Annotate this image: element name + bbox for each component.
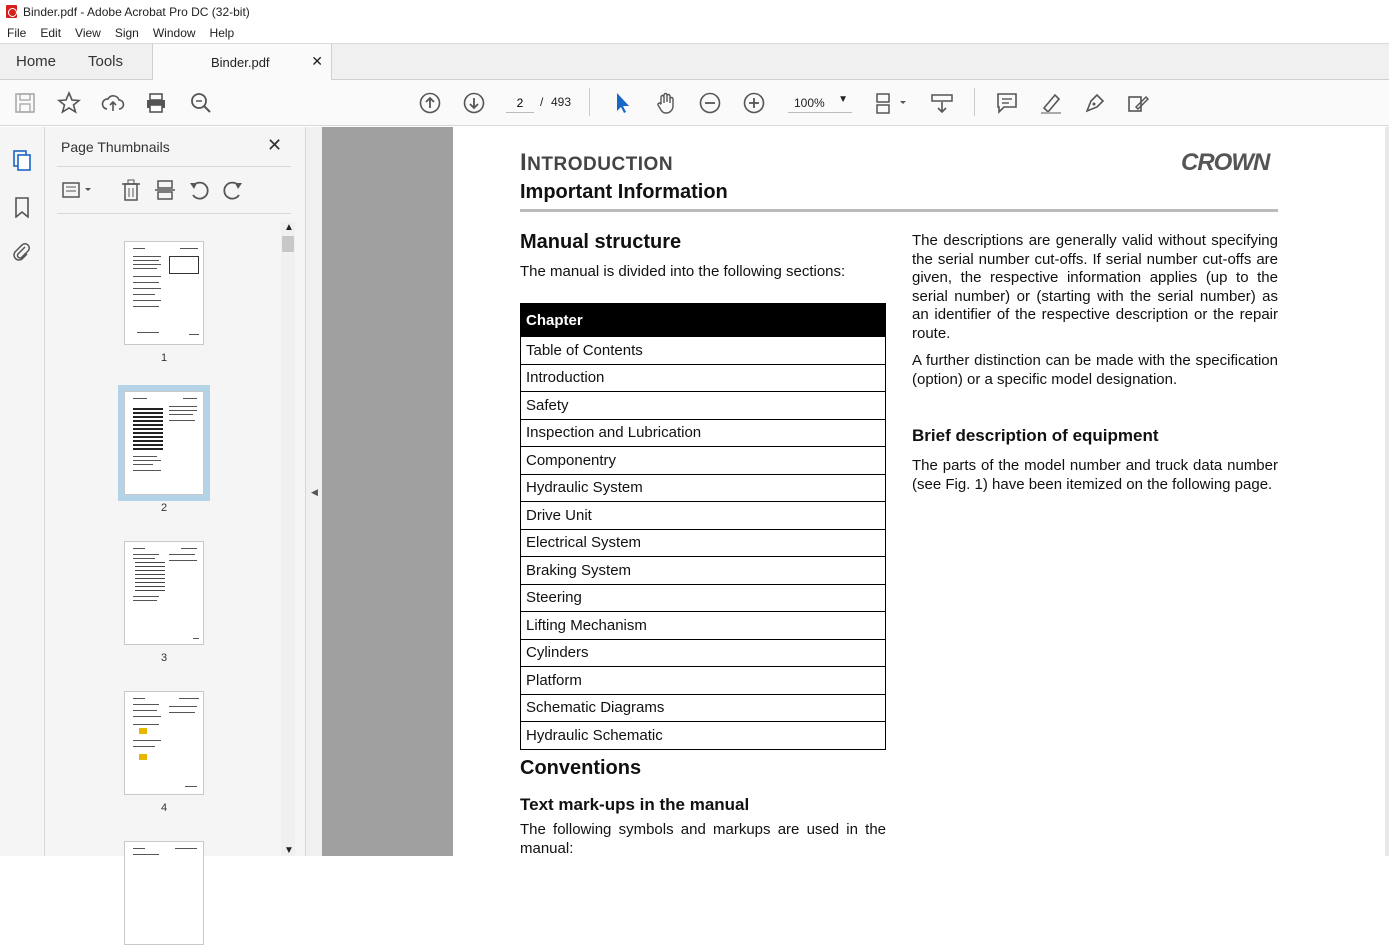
print-icon[interactable] bbox=[144, 91, 168, 115]
total-pages: 493 bbox=[551, 95, 572, 109]
close-panel-icon[interactable]: ✕ bbox=[267, 135, 283, 155]
brief-description-text: The parts of the model number and truck data number (see Fig. 1) have been itemized on the following page. bbox=[912, 457, 1278, 493]
conventions-heading: Conventions bbox=[520, 757, 642, 779]
page-thumbnail[interactable] bbox=[124, 541, 204, 645]
table-row: Cylinders bbox=[521, 639, 886, 667]
close-tab-icon[interactable]: ✕ bbox=[311, 53, 323, 69]
table-row: Drive Unit bbox=[521, 502, 886, 530]
specification-paragraph: A further distinction can be made with the specification (option) or a specific model designation. bbox=[912, 352, 1278, 388]
title-bar bbox=[0, 0, 1389, 23]
highlight-pen-icon[interactable] bbox=[1039, 91, 1063, 115]
collapse-panel-icon[interactable]: ◀ bbox=[311, 487, 318, 497]
thumbnail-options-icon[interactable] bbox=[61, 179, 95, 201]
comment-icon[interactable] bbox=[995, 91, 1019, 115]
next-page-icon[interactable] bbox=[462, 91, 486, 115]
attachments-icon[interactable] bbox=[11, 241, 33, 263]
zoom-out-icon[interactable] bbox=[698, 91, 722, 115]
table-row: Componentry bbox=[521, 447, 886, 475]
tab-home[interactable]: Home bbox=[16, 53, 57, 70]
table-row: Lifting Mechanism bbox=[521, 612, 886, 640]
table-row: Braking System bbox=[521, 557, 886, 585]
table-row: Steering bbox=[521, 584, 886, 612]
window-title: Binder.pdf - Adobe Acrobat Pro DC (32-bit) bbox=[23, 4, 250, 19]
table-row: Hydraulic Schematic bbox=[521, 722, 886, 750]
thumbnail-page-number: 3 bbox=[160, 652, 168, 664]
zoom-search-icon[interactable] bbox=[189, 91, 213, 115]
thumbnail-page-number: 1 bbox=[160, 352, 168, 364]
markups-text: The following symbols and markups are used in the manual: bbox=[520, 821, 886, 856]
toolbar-divider bbox=[589, 88, 590, 116]
bookmarks-icon[interactable] bbox=[11, 196, 33, 218]
section-subheading: Important Information bbox=[520, 181, 728, 203]
zoom-level-value: 100% bbox=[794, 96, 825, 110]
divider bbox=[57, 213, 291, 214]
table-row: Electrical System bbox=[521, 529, 886, 557]
chevron-down-icon: ▼ bbox=[838, 94, 848, 105]
manual-structure-text: The manual is divided into the following sections: bbox=[520, 263, 846, 280]
menu-edit[interactable]: Edit bbox=[40, 26, 62, 40]
table-row: Schematic Diagrams bbox=[521, 694, 886, 722]
menu-sign[interactable]: Sign bbox=[114, 26, 139, 40]
zoom-in-icon[interactable] bbox=[742, 91, 766, 115]
table-row: Hydraulic System bbox=[521, 474, 886, 502]
main-toolbar bbox=[0, 80, 1389, 126]
bookmark-star-icon[interactable] bbox=[57, 91, 81, 115]
page-thumbnails-icon[interactable] bbox=[11, 149, 33, 171]
document-viewer[interactable] bbox=[322, 127, 1389, 856]
page-thumbnail[interactable] bbox=[124, 841, 204, 945]
thumbnail-page-number: 4 bbox=[160, 802, 168, 814]
extract-pages-icon[interactable] bbox=[154, 179, 176, 201]
page-thumbnail[interactable] bbox=[124, 691, 204, 795]
brief-description-heading: Brief description of equipment bbox=[912, 426, 1159, 445]
scroll-mode-icon[interactable] bbox=[930, 91, 954, 115]
thumbnails-scrollbar[interactable] bbox=[281, 222, 295, 856]
hand-tool-icon[interactable] bbox=[654, 91, 678, 115]
crown-logo: CROWN bbox=[1181, 149, 1270, 176]
menu-window[interactable]: Window bbox=[152, 26, 196, 40]
pdf-page bbox=[453, 127, 1389, 856]
table-row: Platform bbox=[521, 667, 886, 695]
document-scrollbar[interactable] bbox=[1385, 127, 1389, 856]
scroll-up-icon[interactable]: ▲ bbox=[284, 222, 294, 233]
previous-page-icon[interactable] bbox=[418, 91, 442, 115]
markups-heading: Text mark-ups in the manual bbox=[520, 795, 750, 814]
tab-document-label: Binder.pdf bbox=[211, 55, 270, 70]
scroll-down-icon[interactable]: ▼ bbox=[284, 845, 294, 856]
thumbnail-page-number: 2 bbox=[160, 502, 168, 514]
left-navigation-rail bbox=[0, 127, 45, 856]
chapter-table bbox=[520, 303, 886, 750]
menu-bar bbox=[0, 23, 1389, 43]
menu-file[interactable]: File bbox=[7, 26, 27, 40]
save-icon[interactable] bbox=[13, 91, 37, 115]
rotate-left-icon[interactable] bbox=[188, 179, 210, 201]
page-thumbnail[interactable] bbox=[124, 241, 204, 345]
scrollbar-thumb[interactable] bbox=[282, 236, 294, 252]
heading-rule bbox=[520, 209, 1278, 212]
table-row: Introduction bbox=[521, 364, 886, 392]
table-row: Safety bbox=[521, 392, 886, 420]
chapter-heading: INTRODUCTION bbox=[520, 149, 674, 176]
table-row: Table of Contents bbox=[521, 337, 886, 365]
acrobat-pdf-icon bbox=[6, 5, 17, 18]
tab-bar bbox=[0, 43, 1389, 80]
panel-title: Page Thumbnails bbox=[61, 139, 170, 155]
rotate-right-icon[interactable] bbox=[222, 179, 244, 201]
page-thumbnail-selected[interactable] bbox=[124, 391, 204, 495]
sign-pen-icon[interactable] bbox=[1083, 91, 1107, 115]
tab-document[interactable] bbox=[152, 44, 332, 81]
toolbar-divider bbox=[974, 88, 975, 116]
zoom-level-select[interactable] bbox=[788, 93, 852, 113]
panel-splitter[interactable] bbox=[305, 127, 322, 856]
select-cursor-icon[interactable] bbox=[610, 91, 634, 115]
page-number-input[interactable] bbox=[506, 93, 534, 113]
divider bbox=[57, 166, 291, 167]
page-thumbnails-panel bbox=[45, 127, 305, 856]
menu-help[interactable]: Help bbox=[209, 26, 235, 40]
manual-structure-heading: Manual structure bbox=[520, 231, 682, 253]
menu-view[interactable]: View bbox=[75, 26, 101, 40]
upload-cloud-icon[interactable] bbox=[101, 91, 125, 115]
delete-page-icon[interactable] bbox=[120, 179, 142, 201]
stamp-edit-icon[interactable] bbox=[1126, 91, 1150, 115]
tab-tools[interactable]: Tools bbox=[88, 53, 124, 70]
serial-number-paragraph: The descriptions are generally valid without specifying the serial number cut-offs. If serial number cut-offs are given, the respective information applies (up to the serial number) or (starting with the serial number) as an identifier of the respective description or the repair route. bbox=[912, 232, 1278, 342]
table-row: Inspection and Lubrication bbox=[521, 419, 886, 447]
page-display-icon[interactable] bbox=[874, 91, 908, 115]
table-header: Chapter bbox=[521, 304, 886, 337]
page-separator: / bbox=[540, 95, 544, 109]
